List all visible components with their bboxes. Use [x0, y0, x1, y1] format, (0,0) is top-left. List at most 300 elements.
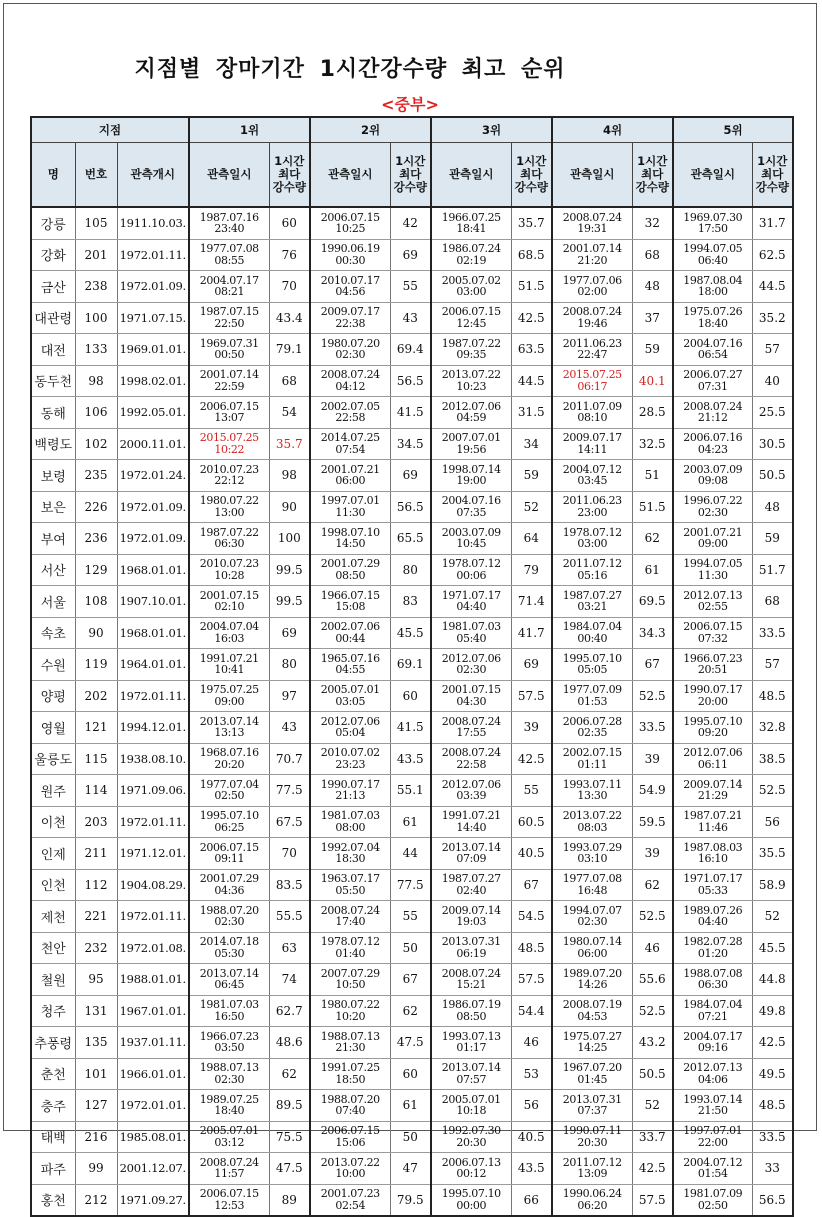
- station-name: 수원: [31, 649, 75, 681]
- max-hourly-rainfall: 100: [269, 523, 310, 555]
- station-number: 99: [75, 1153, 117, 1185]
- observation-datetime: [431, 1027, 511, 1059]
- max-hourly-rainfall: 98: [269, 460, 310, 492]
- max-hourly-rainfall: 43.5: [390, 743, 431, 775]
- table-row: [31, 743, 793, 775]
- header-datetime: 관측일시: [552, 143, 632, 208]
- observation-datetime: [552, 680, 632, 712]
- observation-date: 2011.06.23: [562, 336, 622, 350]
- observation-date: 1995.07.10: [562, 651, 622, 665]
- table-row: [31, 271, 793, 303]
- observation-datetime: [431, 428, 511, 460]
- observation-date: 2012.07.06: [441, 651, 501, 665]
- observation-datetime: [189, 649, 269, 681]
- max-hourly-rainfall: 55.5: [269, 901, 310, 933]
- max-hourly-rainfall: 58.9: [752, 869, 793, 901]
- observation-datetime: [310, 901, 390, 933]
- max-hourly-rainfall: 99.5: [269, 554, 310, 586]
- header-amount-line: 최다: [278, 167, 301, 181]
- observation-time: 02:30: [456, 663, 487, 677]
- header-amount-line: 최다: [520, 167, 543, 181]
- observation-datetime: [552, 869, 632, 901]
- max-hourly-rainfall: 43.4: [269, 302, 310, 334]
- observation-time: 08:03: [577, 820, 608, 834]
- observation-date: 1989.07.26: [683, 903, 743, 917]
- observation-datetime: [310, 1090, 390, 1122]
- max-hourly-rainfall: 42.5: [511, 302, 552, 334]
- observation-datetime: [431, 334, 511, 366]
- observation-datetime: [673, 932, 752, 964]
- observation-time: 21:50: [697, 1104, 728, 1118]
- table-row: [31, 869, 793, 901]
- station-name: 인제: [31, 838, 75, 870]
- observation-time: 06:00: [335, 474, 366, 488]
- observation-time: 07:57: [456, 1072, 487, 1086]
- observation-time: 01:20: [697, 946, 728, 960]
- observation-datetime: [189, 964, 269, 996]
- observation-start: 1911.10.03.: [117, 207, 189, 239]
- observation-date: 1977.07.08: [562, 872, 622, 886]
- observation-time: 14:26: [577, 978, 608, 992]
- observation-datetime: [552, 428, 632, 460]
- observation-datetime: [673, 491, 752, 523]
- max-hourly-rainfall: 40.1: [632, 365, 673, 397]
- observation-time: 00:00: [456, 1198, 487, 1212]
- observation-date: 2005.07.01: [199, 1124, 259, 1138]
- observation-date: 1966.07.23: [683, 651, 743, 665]
- observation-date: 2007.07.29: [320, 966, 380, 980]
- observation-time: 06:19: [456, 946, 487, 960]
- station-name: 백령도: [31, 428, 75, 460]
- station-number: 108: [75, 586, 117, 618]
- observation-time: 15:08: [335, 600, 366, 614]
- observation-time: 14:40: [456, 820, 487, 834]
- header-rank-4: 4위: [552, 117, 673, 143]
- observation-date: 2001.07.23: [320, 1187, 380, 1201]
- observation-datetime: [431, 365, 511, 397]
- max-hourly-rainfall: 69: [269, 617, 310, 649]
- station-name: 이천: [31, 806, 75, 838]
- observation-time: 20:20: [214, 757, 245, 771]
- observation-date: 2014.07.18: [199, 935, 259, 949]
- max-hourly-rainfall: 40.5: [511, 838, 552, 870]
- header-row-groups: [31, 117, 793, 143]
- header-amount-line: 1시간: [516, 154, 547, 168]
- observation-time: 06:25: [214, 820, 245, 834]
- observation-date: 2011.06.23: [562, 494, 622, 508]
- observation-date: 2010.07.17: [320, 273, 380, 287]
- observation-datetime: [552, 806, 632, 838]
- observation-start: 1972.01.11.: [117, 680, 189, 712]
- observation-datetime: [673, 428, 752, 460]
- observation-date: 1987.07.16: [199, 210, 259, 224]
- table-row: [31, 460, 793, 492]
- max-hourly-rainfall: 52: [632, 1090, 673, 1122]
- max-hourly-rainfall: 59: [752, 523, 793, 555]
- observation-datetime: [310, 302, 390, 334]
- observation-time: 02:35: [577, 726, 608, 740]
- observation-time: 20:51: [697, 663, 728, 677]
- observation-time: 05:04: [335, 726, 366, 740]
- max-hourly-rainfall: 66: [511, 1184, 552, 1216]
- table-row: [31, 523, 793, 555]
- max-hourly-rainfall: 68: [269, 365, 310, 397]
- observation-time: 03:10: [577, 852, 608, 866]
- observation-time: 22:12: [214, 474, 245, 488]
- max-hourly-rainfall: 64: [511, 523, 552, 555]
- observation-date: 1988.07.13: [320, 1029, 380, 1043]
- max-hourly-rainfall: 35.7: [269, 428, 310, 460]
- observation-date: 2004.07.16: [683, 336, 743, 350]
- observation-date: 2015.07.25: [562, 368, 622, 382]
- max-hourly-rainfall: 67: [632, 649, 673, 681]
- station-number: 131: [75, 995, 117, 1027]
- observation-datetime: [552, 743, 632, 775]
- observation-datetime: [310, 617, 390, 649]
- observation-start: 1969.01.01.: [117, 334, 189, 366]
- observation-start: 2001.12.07.: [117, 1153, 189, 1185]
- station-name: 대관령: [31, 302, 75, 334]
- observation-date: 1998.07.10: [320, 525, 380, 539]
- observation-date: 1977.07.04: [199, 777, 259, 791]
- max-hourly-rainfall: 43: [269, 712, 310, 744]
- max-hourly-rainfall: 33.5: [752, 617, 793, 649]
- observation-time: 16:03: [214, 631, 245, 645]
- max-hourly-rainfall: 48.5: [752, 680, 793, 712]
- observation-date: 2006.07.27: [683, 368, 743, 382]
- observation-datetime: [189, 806, 269, 838]
- station-number: 121: [75, 712, 117, 744]
- table-row: [31, 838, 793, 870]
- observation-time: 02:30: [214, 1072, 245, 1086]
- max-hourly-rainfall: 43.2: [632, 1027, 673, 1059]
- observation-time: 09:00: [697, 537, 728, 551]
- table-row: [31, 806, 793, 838]
- observation-date: 2008.07.24: [441, 714, 501, 728]
- header-amount-line: 1시간: [395, 154, 426, 168]
- header-amount-line: 강수량: [393, 180, 427, 194]
- max-hourly-rainfall: 79: [511, 554, 552, 586]
- observation-date: 2012.07.06: [683, 746, 743, 760]
- table-row: [31, 302, 793, 334]
- max-hourly-rainfall: 52: [511, 491, 552, 523]
- observation-date: 1989.07.20: [562, 966, 622, 980]
- station-number: 226: [75, 491, 117, 523]
- max-hourly-rainfall: 75.5: [269, 1121, 310, 1153]
- observation-datetime: [310, 428, 390, 460]
- station-number: 235: [75, 460, 117, 492]
- observation-time: 02:10: [214, 600, 245, 614]
- station-name: 금산: [31, 271, 75, 303]
- observation-time: 01:17: [456, 1041, 487, 1055]
- observation-time: 01:54: [697, 1167, 728, 1181]
- station-name: 철원: [31, 964, 75, 996]
- observation-date: 1990.07.17: [683, 683, 743, 697]
- header-amount: [632, 143, 673, 208]
- header-amount-line: 1시간: [757, 154, 788, 168]
- station-number: 112: [75, 869, 117, 901]
- observation-start: 1992.05.01.: [117, 397, 189, 429]
- observation-datetime: [673, 617, 752, 649]
- table-body: [31, 207, 793, 1216]
- header-amount: [390, 143, 431, 208]
- header-number: 번호: [75, 143, 117, 208]
- max-hourly-rainfall: 79.5: [390, 1184, 431, 1216]
- observation-date: 1987.07.27: [562, 588, 622, 602]
- max-hourly-rainfall: 46: [511, 1027, 552, 1059]
- max-hourly-rainfall: 52: [752, 901, 793, 933]
- observation-datetime: [673, 806, 752, 838]
- observation-datetime: [310, 1058, 390, 1090]
- observation-date: 1994.07.05: [683, 557, 743, 571]
- observation-date: 1988.07.08: [683, 966, 743, 980]
- max-hourly-rainfall: 48: [632, 271, 673, 303]
- observation-date: 2002.07.06: [320, 620, 380, 634]
- station-name: 서울: [31, 586, 75, 618]
- station-name: 파주: [31, 1153, 75, 1185]
- header-amount-line: 최다: [399, 167, 422, 181]
- observation-datetime: [673, 334, 752, 366]
- observation-datetime: [673, 397, 752, 429]
- max-hourly-rainfall: 31.7: [752, 207, 793, 239]
- observation-time: 02:00: [577, 285, 608, 299]
- table-row: [31, 712, 793, 744]
- max-hourly-rainfall: 37: [632, 302, 673, 334]
- observation-datetime: [673, 523, 752, 555]
- max-hourly-rainfall: 53: [511, 1058, 552, 1090]
- observation-time: 00:44: [335, 631, 366, 645]
- observation-date: 1966.07.15: [320, 588, 380, 602]
- observation-date: 2013.07.31: [562, 1092, 622, 1106]
- observation-datetime: [310, 649, 390, 681]
- table-row: [31, 995, 793, 1027]
- observation-date: 2015.07.25: [199, 431, 259, 445]
- observation-date: 1987.07.27: [441, 872, 501, 886]
- observation-time: 19:03: [456, 915, 487, 929]
- max-hourly-rainfall: 41.5: [390, 397, 431, 429]
- max-hourly-rainfall: 52.5: [752, 775, 793, 807]
- observation-datetime: [189, 523, 269, 555]
- observation-datetime: [310, 806, 390, 838]
- observation-start: 1966.01.01.: [117, 1058, 189, 1090]
- observation-datetime: [552, 397, 632, 429]
- header-amount-line: 강수량: [514, 180, 548, 194]
- observation-time: 07:21: [697, 1009, 728, 1023]
- max-hourly-rainfall: 54.4: [511, 995, 552, 1027]
- observation-date: 1981.07.03: [320, 809, 380, 823]
- observation-datetime: [673, 1058, 752, 1090]
- observation-time: 22:59: [214, 379, 245, 393]
- observation-datetime: [673, 1153, 752, 1185]
- observation-time: 17:40: [335, 915, 366, 929]
- observation-datetime: [189, 901, 269, 933]
- observation-start: 1985.08.01.: [117, 1121, 189, 1153]
- observation-date: 2009.07.17: [562, 431, 622, 445]
- max-hourly-rainfall: 57.5: [511, 680, 552, 712]
- station-name: 보령: [31, 460, 75, 492]
- observation-time: 06:20: [577, 1198, 608, 1212]
- observation-time: 10:23: [456, 379, 487, 393]
- header-rank-2: 2위: [310, 117, 431, 143]
- max-hourly-rainfall: 51: [632, 460, 673, 492]
- observation-time: 20:00: [697, 694, 728, 708]
- observation-datetime: [552, 617, 632, 649]
- observation-time: 18:00: [697, 285, 728, 299]
- observation-time: 06:17: [577, 379, 608, 393]
- observation-date: 2013.07.14: [441, 1061, 501, 1075]
- header-name: 명: [31, 143, 75, 208]
- observation-datetime: [310, 334, 390, 366]
- max-hourly-rainfall: 68.5: [511, 239, 552, 271]
- observation-date: 1997.07.01: [320, 494, 380, 508]
- max-hourly-rainfall: 35.5: [752, 838, 793, 870]
- observation-date: 2006.07.13: [441, 1155, 501, 1169]
- max-hourly-rainfall: 35.2: [752, 302, 793, 334]
- station-number: 236: [75, 523, 117, 555]
- observation-time: 13:00: [214, 505, 245, 519]
- table-row: [31, 649, 793, 681]
- observation-time: 04:30: [456, 694, 487, 708]
- station-number: 211: [75, 838, 117, 870]
- observation-time: 09:00: [214, 694, 245, 708]
- observation-datetime: [310, 365, 390, 397]
- table-row: [31, 932, 793, 964]
- observation-date: 1986.07.24: [441, 242, 501, 256]
- max-hourly-rainfall: 42.5: [511, 743, 552, 775]
- table-row: [31, 1184, 793, 1216]
- observation-time: 02:30: [577, 915, 608, 929]
- observation-date: 1996.07.22: [683, 494, 743, 508]
- observation-date: 1991.07.21: [199, 651, 259, 665]
- observation-time: 06:30: [214, 537, 245, 551]
- station-name: 강릉: [31, 207, 75, 239]
- observation-time: 21:30: [335, 1041, 366, 1055]
- observation-date: 2001.07.15: [441, 683, 501, 697]
- observation-time: 04:12: [335, 379, 366, 393]
- observation-time: 05:33: [697, 883, 728, 897]
- observation-datetime: [431, 712, 511, 744]
- observation-time: 08:00: [335, 820, 366, 834]
- station-number: 212: [75, 1184, 117, 1216]
- table-row: [31, 964, 793, 996]
- max-hourly-rainfall: 83: [390, 586, 431, 618]
- max-hourly-rainfall: 68: [632, 239, 673, 271]
- observation-date: 1982.07.28: [683, 935, 743, 949]
- observation-datetime: [189, 1121, 269, 1153]
- observation-time: 04:56: [335, 285, 366, 299]
- max-hourly-rainfall: 69.4: [390, 334, 431, 366]
- observation-date: 1987.08.04: [683, 273, 743, 287]
- observation-date: 1968.07.16: [199, 746, 259, 760]
- observation-datetime: [431, 617, 511, 649]
- observation-time: 10:20: [335, 1009, 366, 1023]
- observation-start: 1967.01.01.: [117, 995, 189, 1027]
- header-amount: [511, 143, 552, 208]
- max-hourly-rainfall: 62: [632, 523, 673, 555]
- station-name: 홍천: [31, 1184, 75, 1216]
- station-name: 강화: [31, 239, 75, 271]
- observation-datetime: [310, 1153, 390, 1185]
- observation-time: 01:53: [577, 694, 608, 708]
- observation-time: 11:57: [214, 1167, 245, 1181]
- max-hourly-rainfall: 70.7: [269, 743, 310, 775]
- observation-datetime: [431, 1153, 511, 1185]
- max-hourly-rainfall: 55: [511, 775, 552, 807]
- max-hourly-rainfall: 57: [752, 649, 793, 681]
- max-hourly-rainfall: 39: [632, 743, 673, 775]
- observation-time: 14:11: [577, 442, 608, 456]
- observation-datetime: [552, 334, 632, 366]
- observation-date: 2006.07.15: [199, 399, 259, 413]
- max-hourly-rainfall: 83.5: [269, 869, 310, 901]
- table-row: [31, 207, 793, 239]
- max-hourly-rainfall: 60: [269, 207, 310, 239]
- observation-date: 1966.07.25: [441, 210, 501, 224]
- observation-start: 1994.12.01.: [117, 712, 189, 744]
- max-hourly-rainfall: 67: [511, 869, 552, 901]
- observation-date: 2008.07.24: [562, 305, 622, 319]
- observation-time: 03:50: [214, 1041, 245, 1055]
- observation-date: 2013.07.22: [441, 368, 501, 382]
- observation-time: 11:30: [697, 568, 728, 582]
- observation-time: 16:10: [697, 852, 728, 866]
- observation-time: 00:30: [335, 253, 366, 267]
- max-hourly-rainfall: 67: [390, 964, 431, 996]
- table-row: [31, 365, 793, 397]
- observation-time: 04:23: [697, 442, 728, 456]
- observation-datetime: [310, 491, 390, 523]
- observation-time: 11:46: [697, 820, 728, 834]
- observation-time: 02:30: [214, 915, 245, 929]
- header-rank-1: 1위: [189, 117, 310, 143]
- observation-datetime: [431, 1058, 511, 1090]
- observation-date: 2006.07.15: [320, 210, 380, 224]
- observation-date: 2005.07.01: [441, 1092, 501, 1106]
- observation-time: 08:10: [577, 411, 608, 425]
- max-hourly-rainfall: 71.4: [511, 586, 552, 618]
- observation-datetime: [552, 586, 632, 618]
- observation-start: 1972.01.11.: [117, 239, 189, 271]
- max-hourly-rainfall: 34.5: [390, 428, 431, 460]
- station-number: 119: [75, 649, 117, 681]
- observation-time: 09:08: [697, 474, 728, 488]
- max-hourly-rainfall: 45.5: [752, 932, 793, 964]
- observation-date: 2010.07.02: [320, 746, 380, 760]
- observation-date: 2008.07.24: [320, 903, 380, 917]
- observation-time: 07:09: [456, 852, 487, 866]
- max-hourly-rainfall: 41.7: [511, 617, 552, 649]
- observation-datetime: [673, 1184, 752, 1216]
- max-hourly-rainfall: 35.7: [511, 207, 552, 239]
- max-hourly-rainfall: 41.5: [390, 712, 431, 744]
- observation-time: 18:30: [335, 852, 366, 866]
- observation-start: 1972.01.09.: [117, 523, 189, 555]
- observation-datetime: [310, 1121, 390, 1153]
- station-name: 인천: [31, 869, 75, 901]
- station-name: 서산: [31, 554, 75, 586]
- observation-datetime: [673, 901, 752, 933]
- observation-datetime: [431, 680, 511, 712]
- observation-time: 12:53: [214, 1198, 245, 1212]
- observation-time: 00:12: [456, 1167, 487, 1181]
- station-name: 원주: [31, 775, 75, 807]
- max-hourly-rainfall: 62: [632, 869, 673, 901]
- observation-date: 2013.07.14: [199, 714, 259, 728]
- observation-date: 2013.07.14: [441, 840, 501, 854]
- observation-time: 09:35: [456, 348, 487, 362]
- observation-date: 2004.07.12: [683, 1155, 743, 1169]
- header-row-columns: [31, 143, 793, 208]
